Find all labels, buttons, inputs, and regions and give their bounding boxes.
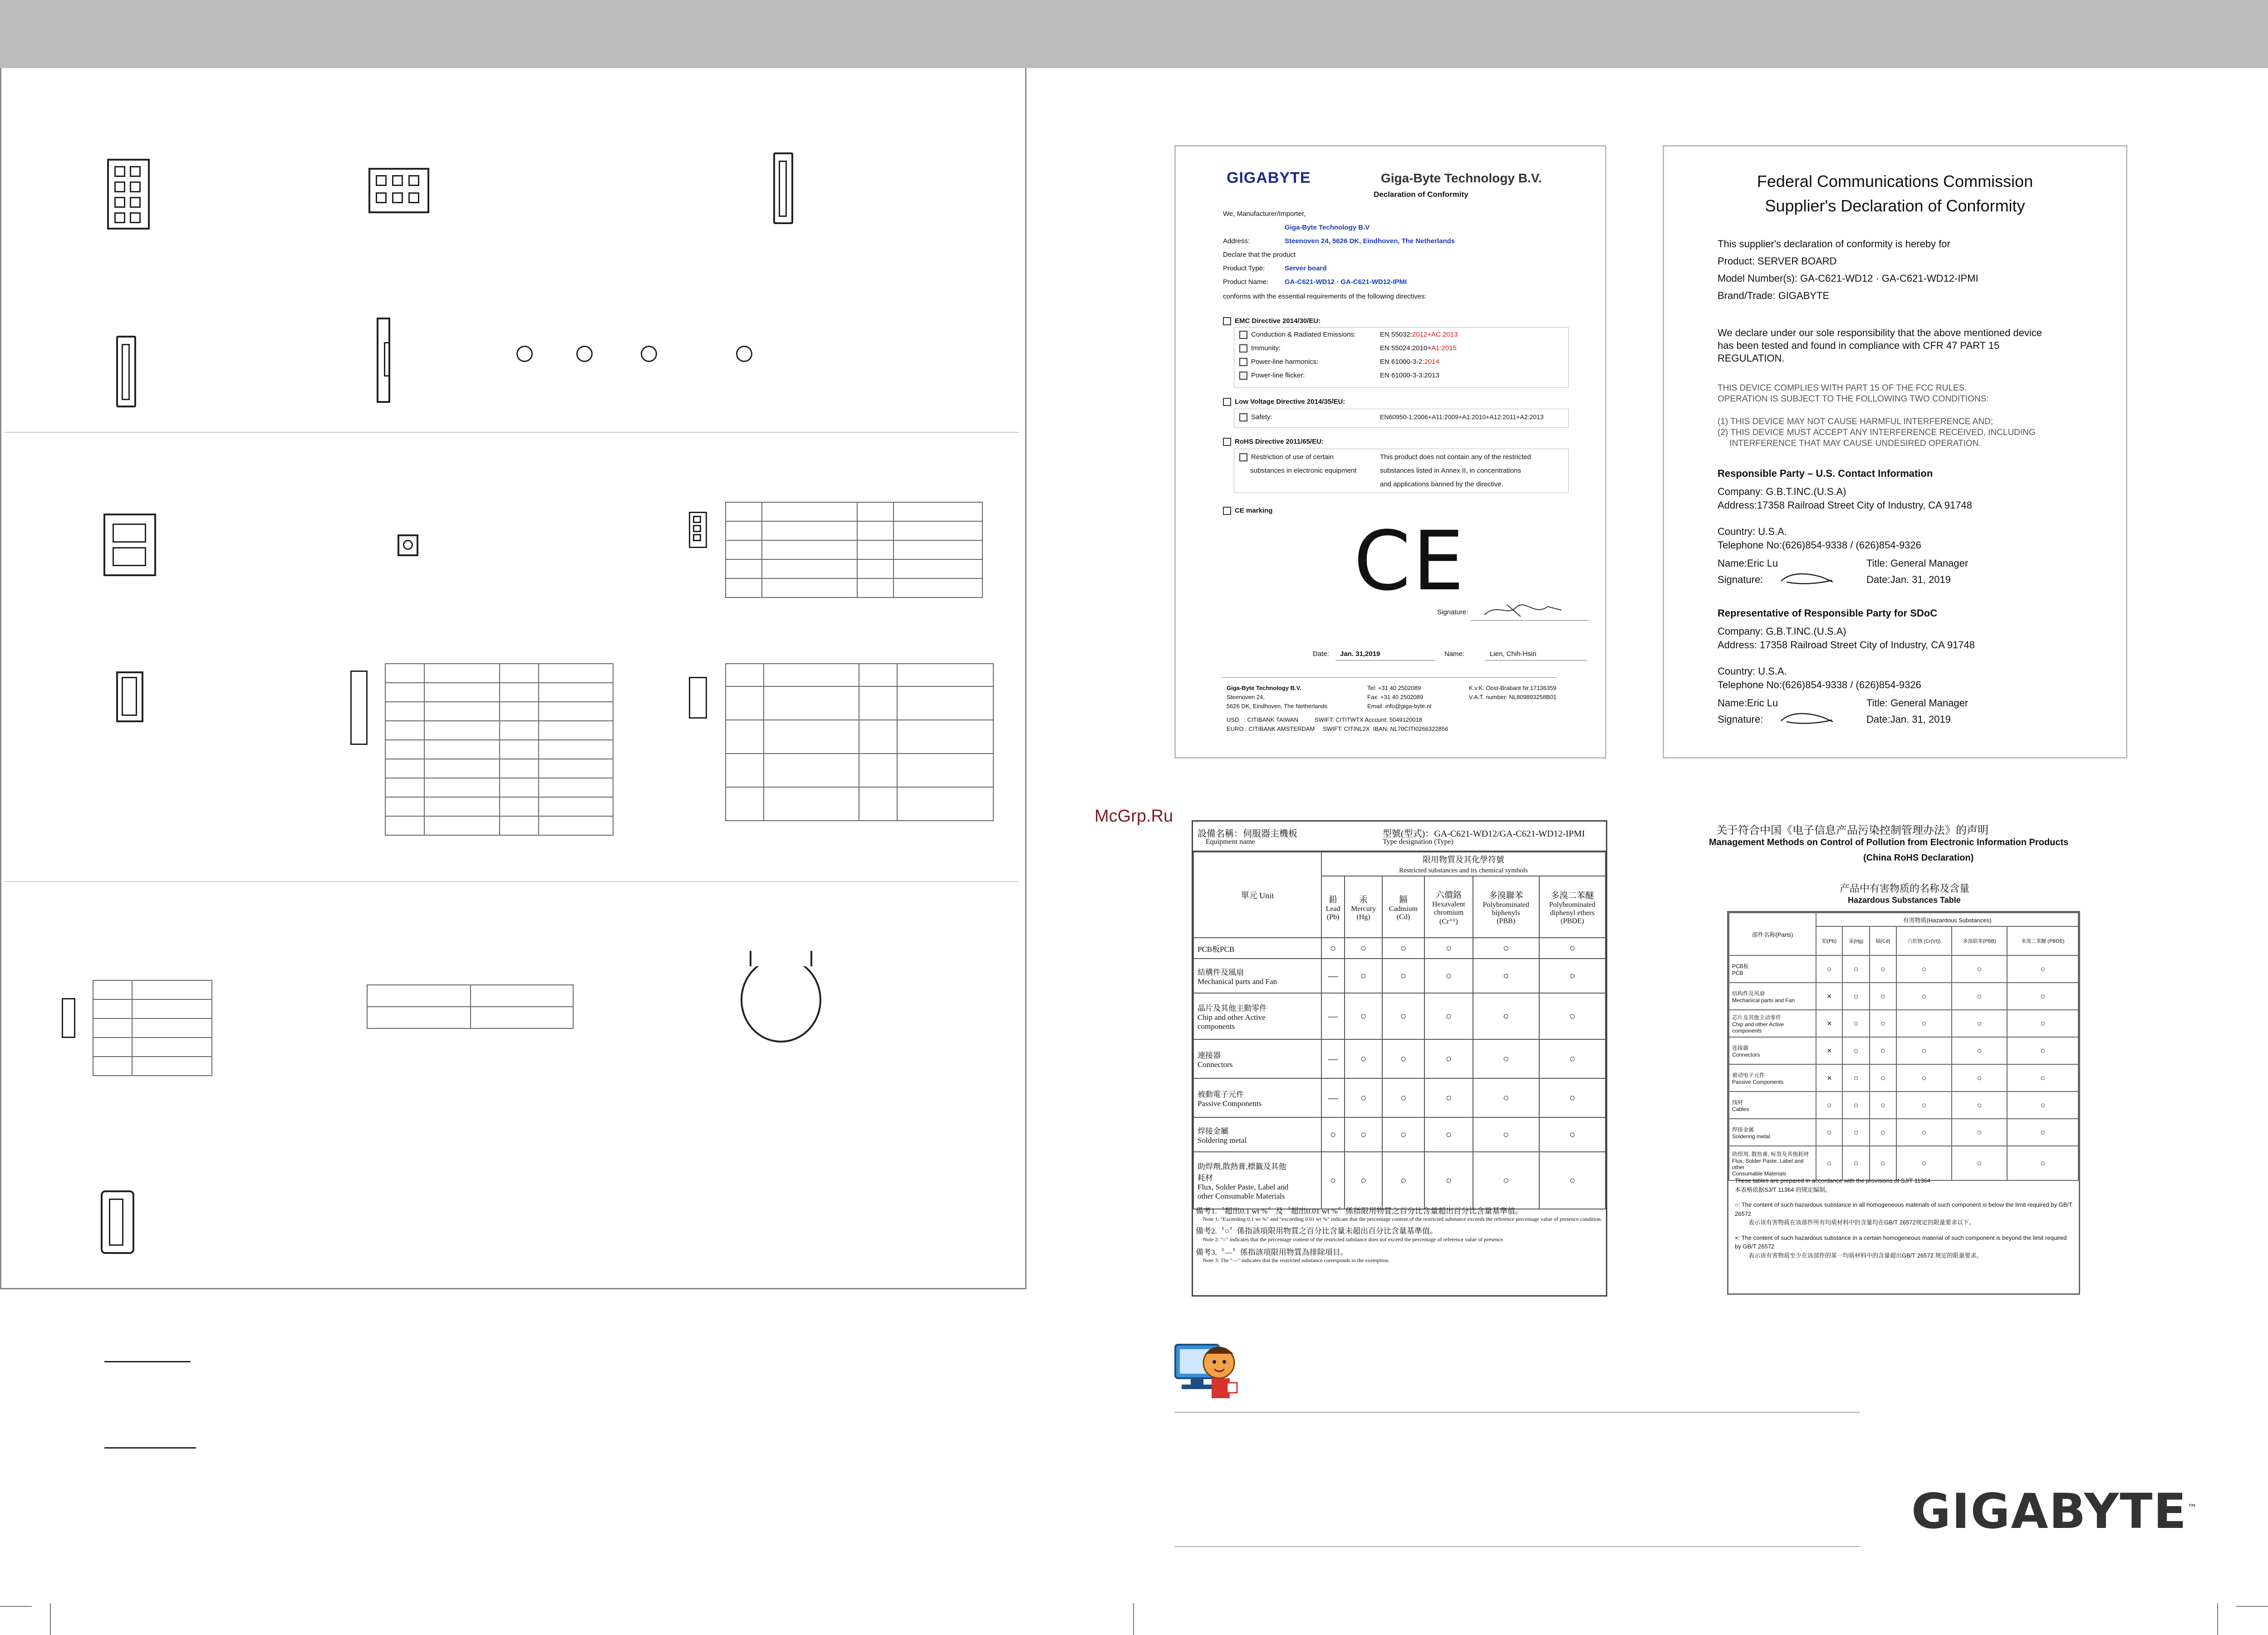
taiwan-rohs-table — [1193, 852, 1606, 1209]
china-rohs-cell: ○ — [1896, 1064, 1952, 1092]
eu-emc-std: EN 55024:2010+A1:2015 — [1380, 344, 1457, 352]
pinout-table — [93, 980, 212, 1076]
table-row — [1729, 1064, 2078, 1092]
eu-product-type: Server board — [1285, 264, 1327, 272]
china-rohs-substance-header: 镉(Cd) — [1870, 926, 1896, 955]
eu-date-line — [1335, 660, 1435, 661]
fcc-signature — [1777, 568, 1836, 587]
fcc-text: Company: G.B.T.INC.(U.S.A) — [1718, 626, 1846, 637]
eu-emc-row: Power-line flicker: — [1239, 372, 1305, 380]
reset-switch — [398, 534, 418, 556]
led-indicator — [736, 346, 752, 362]
china-rohs-part-name: 连接器 Connectors — [1729, 1037, 1816, 1064]
china-rohs-cell: ○ — [1952, 1092, 2008, 1119]
eu-rohs-label: substances in electronic equipment — [1250, 467, 1357, 475]
china-rohs-cell: ○ — [1896, 1119, 1952, 1146]
rohs-part-name: 助焊劑,散熱膏,標籤及其他 耗材 Flux, Solder Paste, Label and other Consumable Materials — [1193, 1152, 1321, 1209]
china-rohs-title: 关于符合中国《电子信息产品污染控制管理办法》的声明 — [1716, 824, 1988, 837]
fcc-section-title: Representative of Responsible Party for SDoC — [1718, 607, 1938, 619]
rohs-notes — [1196, 1206, 1602, 1264]
gigabyte-brand-logo: GIGABYTE™ — [1911, 1483, 2198, 1539]
eu-label: Product Type: — [1223, 264, 1265, 272]
fcc-product: Product: SERVER BOARD — [1718, 255, 1837, 267]
china-rohs-part-name: 被动电子元件 Passive Components — [1729, 1064, 1816, 1092]
eu-rohs-text: This product does not contain any of the restricted — [1380, 453, 1531, 461]
china-rohs-note: 表示该有害物质至少在该部件的某一均质材料中的含量超出GB/T 26572 规定的限量要求。 — [1748, 1252, 1983, 1259]
china-rohs-cell: ○ — [1896, 983, 1952, 1010]
china-rohs-cell: ○ — [1952, 1119, 2008, 1146]
fcc-text: REGULATION. — [1718, 352, 1785, 364]
table-row — [1193, 1039, 1605, 1078]
eu-emc-row: Power-line harmonics: — [1239, 358, 1318, 366]
china-rohs-cell: ○ — [1896, 1146, 1952, 1180]
jumper-table — [367, 984, 574, 1029]
eu-text: Declare that the product — [1223, 251, 1296, 259]
rohs-cell: ○ — [1345, 1117, 1382, 1152]
rohs-cell: — — [1321, 1078, 1345, 1117]
china-rohs-cell: ○ — [1816, 1092, 1842, 1119]
eu-label: Product Name: — [1223, 278, 1269, 286]
fcc-signature — [1777, 708, 1836, 726]
china-rohs-subtitle-en: Hazardous Substances Table — [1848, 896, 1961, 905]
fcc-brand: Brand/Trade: GIGABYTE — [1718, 290, 1830, 301]
pin-header-4b — [62, 998, 75, 1038]
china-rohs-cell: ○ — [1870, 1064, 1896, 1092]
rohs-cell: ○ — [1382, 1078, 1424, 1117]
table-row — [1729, 1037, 2078, 1064]
eu-rohs-row: Restriction of use of certain — [1239, 453, 1334, 461]
crop-mark — [50, 1603, 51, 1635]
eu-emc-row: Immunity: — [1239, 344, 1281, 352]
rohs-cell: ○ — [1345, 1039, 1382, 1078]
table-row — [1729, 1146, 2078, 1180]
eu-footer-text: Steenoven 24, — [1227, 694, 1265, 700]
china-rohs-cell: ○ — [1842, 1037, 1869, 1064]
rohs-cell: ○ — [1473, 993, 1539, 1039]
china-rohs-part-name: 芯片及其他主动零件 Chip and other Active components — [1729, 1010, 1816, 1037]
led-indicator — [641, 346, 657, 362]
watermark: McGrp.Ru — [1095, 807, 1173, 826]
rohs-cell: ○ — [1473, 1078, 1539, 1117]
fcc-text: Name:Eric Lu — [1718, 697, 1778, 709]
rohs-substance-header: 汞 Mercury (Hg) — [1345, 876, 1382, 938]
sata-connector — [773, 152, 793, 224]
table-row — [1193, 1078, 1605, 1117]
dual-usb-port — [103, 514, 156, 576]
china-rohs-cell: ○ — [1816, 1119, 1842, 1146]
eu-name: Lien, Chih-Hsin — [1490, 650, 1537, 658]
front-panel-header — [350, 671, 368, 745]
china-rohs-note: 表示该有害物质在该部件所有均质材料中的含量均在GB/T 26572规定的限量要求以下。 — [1748, 1219, 1975, 1226]
rohs-cell: ○ — [1424, 1117, 1473, 1152]
rule-line — [1174, 1546, 1860, 1547]
china-rohs-title-en: Management Methods on Control of Pollution from Electronic Information Products — [1709, 837, 2069, 847]
atx-6pin-connector — [368, 168, 429, 213]
china-rohs-cell: ○ — [1816, 1146, 1842, 1180]
connector-panel — [0, 0, 1026, 1289]
eu-signature-label: Signature: — [1437, 608, 1468, 616]
china-rohs-cell: ○ — [1952, 1064, 2008, 1092]
fcc-declaration-doc — [1663, 145, 2127, 759]
fcc-text: (1) THIS DEVICE MAY NOT CAUSE HARMFUL INTERFERENCE AND; — [1718, 417, 1993, 426]
rohs-cell: ○ — [1473, 959, 1539, 993]
china-rohs-cell: ○ — [2007, 1146, 2078, 1180]
fcc-text: Address: 17358 Railroad Street City of Industry, CA 91748 — [1718, 639, 1975, 651]
china-rohs-cell: ○ — [1896, 955, 1952, 983]
fcc-text: We declare under our sole responsibility that the above mentioned device — [1718, 327, 2042, 338]
rohs-cell: ○ — [1424, 1078, 1473, 1117]
section-divider — [5, 881, 1019, 882]
rohs-type-name-en: Type designation (Type) — [1383, 838, 1453, 846]
rohs-cell: ○ — [1539, 1152, 1605, 1209]
eu-importer-name: Giga-Byte Technology B.V — [1285, 224, 1370, 231]
rohs-cell: ○ — [1424, 959, 1473, 993]
rohs-cell: ○ — [1424, 938, 1473, 959]
eu-company-title: Giga-Byte Technology B.V. — [1381, 171, 1542, 185]
fcc-text: Name:Eric Lu — [1718, 558, 1778, 569]
eu-footer-text: Tel: +31 40 2502089 — [1367, 685, 1421, 691]
rohs-note: 備考3.〝—〞係指該項限用物質為排除項目。 — [1196, 1248, 1348, 1257]
rohs-part-name: 晶片及其他主動零件 Chip and other Active components — [1193, 993, 1321, 1039]
eu-name-line — [1485, 660, 1587, 661]
rohs-cell: ○ — [1321, 1117, 1345, 1152]
rohs-substance-header: 鎘 Cadmium (Cd) — [1382, 876, 1424, 938]
table-row — [1729, 983, 2078, 1010]
fcc-text: Signature: — [1718, 714, 1763, 725]
rohs-cell: ○ — [1382, 1039, 1424, 1078]
china-rohs-cell: × — [1816, 1064, 1842, 1092]
china-rohs-part-name: 线材 Cables — [1729, 1092, 1816, 1119]
rohs-cell: ○ — [1424, 1152, 1473, 1209]
eu-emc-std: EN 61000-3-3:2013 — [1380, 372, 1439, 379]
china-rohs-part-name: PCB板 PCB — [1729, 955, 1816, 983]
fcc-text: Address:17358 Railroad Street City of Industry, CA 91748 — [1718, 499, 1972, 511]
table-row — [1193, 993, 1605, 1039]
rohs-substance-header: 多溴聯苯 Polybrominated biphenyls (PBB) — [1473, 876, 1539, 938]
rohs-cell: ○ — [1345, 1152, 1382, 1209]
pinout-table — [725, 502, 983, 598]
eu-footer-bank: EURO : CITIBANK AMSTERDAM SWIFT: CITINL2X IBAN: NL70CITI0266322856 — [1227, 725, 1448, 732]
table-row — [1193, 1117, 1605, 1152]
china-rohs-cell: ○ — [1952, 955, 2008, 983]
fcc-text: Telephone No:(626)854-9338 / (626)854-9326 — [1718, 539, 1921, 551]
rohs-cell: ○ — [1345, 959, 1382, 993]
rohs-cell: ○ — [1382, 938, 1424, 959]
crop-mark — [1133, 1603, 1134, 1635]
rohs-cell: ○ — [1539, 938, 1605, 959]
rohs-cell: ○ — [1382, 1152, 1424, 1209]
china-rohs-cell: ○ — [1842, 1010, 1869, 1037]
china-rohs-note-x: ×: The content of such hazardous substance in a certain homogeneous material of such component is beyond the limit required by GB/T 26572 — [1735, 1234, 2067, 1250]
ce-mark: CE — [1354, 514, 1466, 609]
rohs-substance-header: 鉛 Lead (Pb) — [1321, 876, 1345, 938]
rohs-cell: ○ — [1345, 1078, 1382, 1117]
fcc-section-title: Responsible Party – U.S. Contact Information — [1718, 468, 1933, 479]
eu-text: conforms with the essential requirements of the following directives: — [1223, 293, 1427, 300]
eu-emc-std: EN 61000-3-2:2014 — [1380, 358, 1439, 366]
panel-header-bar — [0, 0, 2268, 68]
china-rohs-note: These tables are prepared in accordance with the provisions of SJ/T 11364 — [1735, 1177, 1930, 1184]
eu-footer-text: V.A.T. number: NL809893258B01 — [1469, 694, 1557, 700]
table-row — [1193, 1152, 1605, 1209]
gigabyte-logo: GIGABYTE — [1227, 169, 1311, 186]
fcc-text: THIS DEVICE COMPLIES WITH PART 15 OF THE FCC RULES. — [1718, 383, 1967, 393]
china-rohs-cell: ○ — [1842, 1092, 1869, 1119]
eu-doc-title: Declaration of Conformity — [1374, 190, 1468, 199]
fcc-text: Date:Jan. 31, 2019 — [1866, 714, 1951, 725]
rohs-cell: ○ — [1539, 959, 1605, 993]
rohs-cell: ○ — [1473, 1152, 1539, 1209]
fcc-text: has been tested and found in compliance with CFR 47 PART 15 — [1718, 340, 2000, 351]
rohs-restricted-header: 限用物質及其化學符號 Restricted substances and its chemical symbols — [1321, 852, 1605, 876]
china-rohs-cell: ○ — [1870, 1146, 1896, 1180]
rohs-part-name: 被動電子元件 Passive Components — [1193, 1078, 1321, 1117]
eu-date: Jan. 31,2019 — [1340, 650, 1380, 658]
eu-footer-line — [1221, 677, 1557, 678]
eu-signature-line — [1471, 620, 1589, 621]
usb-header — [116, 671, 143, 722]
fcc-text: This supplier's declaration of conformity is hereby for — [1718, 238, 1950, 250]
china-rohs-cell: ○ — [2007, 1037, 2078, 1064]
rohs-cell: ○ — [1382, 993, 1424, 1039]
rohs-type-name: 型號(型式)：GA-C621-WD12/GA-C621-WD12-IPMI — [1383, 829, 1585, 839]
mascot-icon — [1173, 1336, 1241, 1404]
eu-signature — [1480, 598, 1566, 621]
china-rohs-cell: ○ — [1896, 1092, 1952, 1119]
text-underline — [104, 1447, 196, 1449]
rohs-equipment-name-en: Equipment name — [1206, 838, 1255, 846]
table-row — [1193, 959, 1605, 993]
rohs-note-en: Note 2: "○" indicates that the percentage content of the restricted substance does not exceed the percentage of reference value of presence. — [1203, 1236, 1505, 1243]
atx-8pin-connector — [107, 159, 150, 230]
eu-footer-text: K.v.K. Oost-Brabant Nr.17136359 — [1469, 685, 1556, 691]
eu-address: Steenoven 24, 5626 DK, Eindhoven, The Netherlands — [1285, 237, 1455, 245]
china-rohs-cell: ○ — [2007, 1092, 2078, 1119]
rohs-cell: ○ — [1539, 1117, 1605, 1152]
rohs-note: 備考2.〝○〞係指該項限用物質之百分比含量未超出百分比含量基準值。 — [1196, 1227, 1438, 1236]
china-rohs-cell: ○ — [1896, 1037, 1952, 1064]
china-rohs-parts-header: 部件名称(Parts) — [1729, 913, 1816, 955]
rohs-part-name: PCB板PCB — [1193, 938, 1321, 959]
rohs-cell: ○ — [1345, 938, 1382, 959]
rohs-part-name: 結構件及風扇 Mechanical parts and Fan — [1193, 959, 1321, 993]
eu-emc-row: Conduction & Radiated Emissions: — [1239, 331, 1356, 339]
china-rohs-substance-header: 铅(Pb) — [1816, 926, 1842, 955]
china-rohs-cell: ○ — [1952, 983, 2008, 1010]
rohs-cell: ○ — [1382, 959, 1424, 993]
china-rohs-substance-header: 多溴联苯(PBB) — [1952, 926, 2008, 955]
fcc-text: Country: U.S.A. — [1718, 526, 1787, 537]
china-rohs-substance-header: 六价铬 (Cr(VI)) — [1896, 926, 1952, 955]
rohs-cell: ○ — [1473, 1117, 1539, 1152]
rule-line — [1174, 1412, 1860, 1413]
china-rohs-part-name: 焊接金属 Soldering metal — [1729, 1119, 1816, 1146]
rohs-cell: ○ — [1424, 1039, 1473, 1078]
rohs-cell: ○ — [1382, 1117, 1424, 1152]
china-rohs-table — [1728, 912, 2079, 1181]
eu-footer-bank: USD : CITIBANK TAIWAN SWIFT: CITITWTX Account: 5049120018 — [1227, 716, 1423, 723]
cmos-battery — [741, 957, 821, 1043]
china-rohs-cell: × — [1816, 983, 1842, 1010]
fcc-text: Company: G.B.T.INC.(U.S.A) — [1718, 486, 1846, 497]
rohs-cell: ○ — [1321, 1152, 1345, 1209]
china-rohs-cell: ○ — [1870, 1092, 1896, 1119]
china-rohs-doc — [1727, 911, 2080, 1295]
china-rohs-substance-header: 多溴二苯醚 (PBDE) — [2007, 926, 2078, 955]
rohs-unit-header: 單元 Unit — [1193, 852, 1321, 938]
pinout-table — [385, 663, 614, 836]
eu-rohs-text: substances listed in Annex II, in concentrations — [1380, 467, 1522, 475]
china-rohs-cell: ○ — [1842, 1064, 1869, 1092]
fcc-text: INTERFERENCE THAT MAY CAUSE UNDESIRED OPERATION. — [1718, 439, 1981, 448]
china-rohs-cell: ○ — [1816, 955, 1842, 983]
eu-footer-text: Giga-Byte Technology B.V. — [1227, 685, 1301, 691]
china-rohs-cell: ○ — [1870, 983, 1896, 1010]
eu-lvd-std: EN60950-1:2006+A11:2009+A1:2010+A12:2011+A2:2013 — [1380, 413, 1544, 421]
rohs-equipment-name: 設備名稱：伺服器主機板 — [1198, 829, 1297, 839]
rohs-cell: — — [1321, 1039, 1345, 1078]
eu-emc-std: EN 55032:2012+AC:2013 — [1380, 331, 1458, 338]
eu-label: Address: — [1223, 237, 1250, 245]
crop-mark — [2217, 1603, 2218, 1635]
pin-header-5 — [689, 677, 707, 719]
china-rohs-note-o: ○: The content of such hazardous substance in all homogeneous materials of such component is below the limit required by GB/T 26572 — [1735, 1201, 2072, 1217]
fcc-subtitle: Supplier's Declaration of Conformity — [1765, 196, 2025, 215]
eu-emc-title: EMC Directive 2014/30/EU: — [1223, 317, 1321, 325]
fcc-text: Signature: — [1718, 574, 1763, 585]
eu-lvd-row: Safety: — [1239, 413, 1272, 421]
fcc-text: Country: U.S.A. — [1718, 666, 1787, 677]
china-rohs-cell: × — [1816, 1037, 1842, 1064]
led-indicator — [576, 346, 593, 362]
eu-ce-title: CE marking — [1223, 507, 1272, 515]
rohs-substance-header: 多溴二苯醚 Polybrominated diphenyl ethers (PBDE) — [1539, 876, 1605, 938]
fcc-model: Model Number(s): GA-C621-WD12 · GA-C621-WD12-IPMI — [1718, 273, 1978, 284]
rohs-cell: ○ — [1473, 938, 1539, 959]
china-rohs-cell: ○ — [1842, 983, 1869, 1010]
table-row — [1729, 955, 2078, 983]
china-rohs-part-name: 助焊剂, 散热膏, 标签及其他耗材 Flux, Solder Paste, Label and other Consumable Materials — [1729, 1146, 1816, 1180]
china-rohs-cell: ○ — [2007, 983, 2078, 1010]
text-underline — [104, 1361, 191, 1362]
china-rohs-cell: ○ — [1870, 1037, 1896, 1064]
fcc-text: Title: General Manager — [1866, 558, 1969, 569]
fcc-title: Federal Communications Commission — [1757, 172, 2033, 191]
eu-footer-text: Fax: +31 40 2502089 — [1367, 694, 1424, 700]
rohs-cell: ○ — [1424, 993, 1473, 1039]
rohs-note-en: Note 1: "Exceeding 0.1 wt %" and "exceeding 0.01 wt %" indicate that the percentage content of the restricted substance exceeds the reference percentage value of presence condition. — [1203, 1216, 1602, 1223]
fcc-text: Telephone No:(626)854-9338 / (626)854-9326 — [1718, 679, 1921, 690]
table-row — [1729, 1010, 2078, 1037]
rohs-cell: ○ — [1539, 1078, 1605, 1117]
china-rohs-title-en2: (China RoHS Declaration) — [1863, 853, 1974, 863]
eu-footer-text: 5626 DK, Eindhoven, The Netherlands — [1227, 703, 1328, 710]
rohs-part-name: 連接器 Connectors — [1193, 1039, 1321, 1078]
china-rohs-note: 本表格依据SJ/T 11364 的规定编制。 — [1735, 1186, 1831, 1193]
slim-connector — [377, 318, 390, 403]
eu-rohs-text: and applications banned by the directive. — [1380, 480, 1503, 488]
china-rohs-cell: ○ — [1952, 1010, 2008, 1037]
pin-header-4 — [689, 512, 707, 548]
rohs-part-name: 焊接金屬 Soldering metal — [1193, 1117, 1321, 1152]
china-rohs-cell: ○ — [1842, 955, 1869, 983]
rohs-cell: ○ — [1345, 993, 1382, 1039]
china-rohs-cell: ○ — [1870, 955, 1896, 983]
taiwan-rohs-doc — [1192, 820, 1607, 1297]
china-rohs-cell: × — [1816, 1010, 1842, 1037]
china-rohs-cell: ○ — [2007, 1064, 2078, 1092]
eu-name-label: Name: — [1444, 650, 1465, 658]
crop-mark — [2236, 1606, 2268, 1607]
sata-connector — [116, 336, 136, 407]
led-indicator — [516, 346, 533, 362]
rohs-note-en: Note 3: The "—" indicates that the restricted substance corresponds to the exemption. — [1203, 1257, 1390, 1263]
rohs-cell: ○ — [1539, 1039, 1605, 1078]
china-rohs-subtitle: 产品中有害物质的名称及含量 — [1840, 883, 1970, 894]
table-row — [1729, 1119, 2078, 1146]
eu-lvd-title: Low Voltage Directive 2014/35/EU: — [1223, 398, 1345, 406]
eu-declaration-doc — [1174, 145, 1606, 759]
china-rohs-cell: ○ — [2007, 955, 2078, 983]
rohs-cell: — — [1321, 959, 1345, 993]
eu-rohs-title: RoHS Directive 2011/65/EU: — [1223, 438, 1324, 446]
china-rohs-cell: ○ — [1842, 1119, 1869, 1146]
rohs-cell: — — [1321, 993, 1345, 1039]
china-rohs-cell: ○ — [2007, 1010, 2078, 1037]
fcc-text: Date:Jan. 31, 2019 — [1866, 574, 1951, 585]
pinout-table — [725, 663, 994, 821]
china-rohs-cell: ○ — [1952, 1037, 2008, 1064]
china-rohs-cell: ○ — [1842, 1146, 1869, 1180]
table-row — [1729, 1092, 2078, 1119]
china-rohs-notes — [1735, 1176, 2072, 1260]
fcc-text: Title: General Manager — [1866, 697, 1969, 709]
china-rohs-substance-header: 汞(Hg) — [1842, 926, 1869, 955]
eu-date-label: Date: — [1313, 650, 1329, 658]
eu-footer-text: Email: info@giga-byte.nl — [1367, 703, 1432, 710]
crop-mark — [0, 1606, 32, 1607]
table-row — [1193, 938, 1605, 959]
rohs-cell: ○ — [1321, 938, 1345, 959]
china-rohs-hazard-header: 有害物质(Hazardous Substances) — [1816, 913, 2078, 926]
rohs-substance-header: 六價鉻 Hexavalent chromium (Cr⁺⁶) — [1424, 876, 1473, 938]
fcc-text: OPERATION IS SUBJECT TO THE FOLLOWING TWO CONDITIONS: — [1718, 394, 1989, 404]
china-rohs-cell: ○ — [1870, 1010, 1896, 1037]
china-rohs-cell: ○ — [1952, 1146, 2008, 1180]
china-rohs-cell: ○ — [1870, 1119, 1896, 1146]
eu-product-name: GA-C621-WD12 · GA-C621-WD12-IPMI — [1285, 278, 1407, 286]
usb-port — [101, 1190, 134, 1254]
rohs-note: 備考1.〝超出0.1 wt %〞及〝超出0.01 wt %〞係指限用物質之百分比含量超出百分比含量基準值。 — [1196, 1207, 1523, 1215]
china-rohs-cell: ○ — [2007, 1119, 2078, 1146]
eu-text: We, Manufacturer/Importer, — [1223, 210, 1306, 218]
rohs-cell: ○ — [1539, 993, 1605, 1039]
section-divider — [5, 432, 1019, 433]
fcc-text: (2) THIS DEVICE MUST ACCEPT ANY INTERFERENCE RECEIVED, INCLUDING — [1718, 428, 2036, 437]
china-rohs-part-name: 结构件及风扇 Mechanical parts and Fan — [1729, 983, 1816, 1010]
china-rohs-cell: ○ — [1896, 1010, 1952, 1037]
rohs-cell: ○ — [1473, 1039, 1539, 1078]
